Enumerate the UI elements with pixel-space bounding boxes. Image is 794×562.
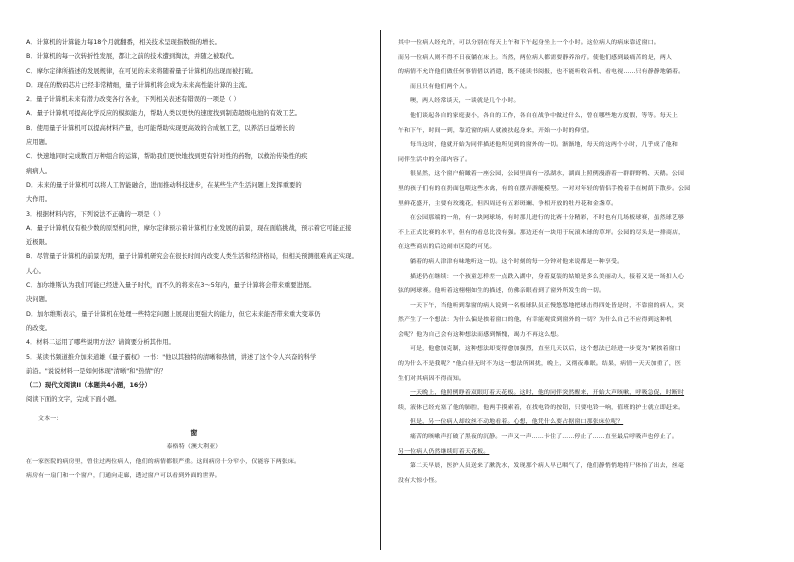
- text-line: 的病情不允许他们做任何事情借以消遣，既不能读书阅报，也不能听收音机、看电视……只有静静地躺着。: [398, 69, 685, 76]
- text-line: 没有大惊小怪。: [398, 477, 441, 484]
- text-line: 窗: [190, 428, 198, 438]
- text-line: B．使用量子计算机可以提高材料产量，也可能帮助实现更高效的合成氨工艺，以养活日益增长的: [26, 124, 295, 132]
- text-line: 在公园那端的一角，有一块网球场，有时那儿进行的比赛十分精彩，不时也有几场板球赛，虽然球艺够: [410, 215, 685, 222]
- text-line: C．摩尔定律所描述的发展规律，在可见的未来将随着量子计算机的出现而被打破。: [26, 67, 258, 75]
- text-line: 噢，两人经常谈天，一谈就是几个小时。: [410, 98, 520, 105]
- text-line: 在这些商店的后边闹市区隐约可见。: [398, 244, 496, 251]
- text-line: 的改变。: [26, 324, 52, 332]
- text-line: 另一位病人仍然继续盯着天花板。: [398, 448, 490, 455]
- text-line: C．快速地同时完成数百万种组合的运算，帮助我们更快地找到更有针对性的药物，以救治传染性的疾: [26, 153, 308, 161]
- text-line: 弦的网球赛。他听着这栩栩如生的描述，仿佛亲眼看到了窗外所发生的一切。: [398, 288, 606, 295]
- text-line: 阅读下面的文字，完成下面小题。: [26, 396, 121, 404]
- text-line: 5．某读书频道推介加来道雄《量子霸权》一书："他以其独特的清晰和热情，讲述了这个令人兴奋的科学: [26, 353, 317, 361]
- text-line: 可是，他愈加克制，这种想法却变得愈加强烈，直至几天以后，这个想法已经进一步变为"紧挨着窗口: [410, 346, 681, 353]
- text-line: 躺着的病人津津有味地听这一切。这个时刻的每一分钟对他来说都是一种享受。: [410, 258, 624, 265]
- text-line: 其中一位病人经允许，可以分别在每天上午和下午起身坐上一个小时。这位病人的病床靠近窗口。: [398, 40, 660, 46]
- text-line: 近极限。: [26, 239, 52, 247]
- text-line: 一天晚上，他照例睁着双眼盯着天花板。这时，他的同伴突然醒来，开始大声咳嗽，呼吸急促，时断时: [410, 390, 685, 397]
- text-line: 一天下午，当他听到靠窗的病人说到一名板球队员正慢悠悠地把球击得四处皆是时，不靠窗的病人，突: [410, 302, 685, 309]
- text-line: 人心。: [26, 267, 45, 275]
- text-line: 泰格特（澳大利亚）: [166, 444, 222, 451]
- text-line: 然产生了一个想法：为什么偏是挨着窗口的他，有幸能观赏到窗外的一切？为什么自己不应得到这种机: [398, 317, 673, 324]
- text-line: D．加尔维斯表示，量子计算机在处理一些特定问题上展现出更强大的能力，但它未来能否带来重大变革仍: [26, 310, 321, 318]
- text-line: 生们对其病因不得而知。: [398, 375, 465, 382]
- text-line: 2．量子计算机未来有潜力改变各行各业，下列相关表述有错误的一项是（ ）: [26, 96, 240, 104]
- text-line: 大作用。: [26, 196, 52, 204]
- text-line: 同伴生活中的全部内容了。: [398, 156, 472, 163]
- text-line: 描述仍在继续：一个孩童怎样差一点跌入湖中，身着夏装的姑娘是多么美丽动人，接着又是一场扣人心: [410, 273, 685, 280]
- text-line: 里的孩子们有的在扔面包喂这些水禽，有的在摆弄游艇模型。一对对年轻的情侣手挽着手在树荫下散步。公园: [398, 185, 691, 192]
- text-line: 4．材料二运用了哪些说明方法？请简要分析其作用。: [26, 339, 175, 347]
- text-line: 痛苦的咳嗽声打破了黑夜的沉静。一声又一声……卡住了……停止了……直至最后呼吸声也停止了。: [410, 434, 678, 441]
- text-line: 文本一：: [38, 415, 63, 422]
- text-line: A．量子计算机可提高化学反应的模拟能力，帮助人类以更快的速度找到制造超级电池的有效工艺。: [26, 110, 302, 118]
- text-line: D．现在的数码芯片已经非常精细，量子计算机将会成为未来高性能计算的主流。: [26, 81, 252, 89]
- text-line: 而另一位病人则不得不日夜躺在床上。当然，两位病人都需要静养治疗。使他们感到最痛苦的是，两人: [398, 54, 673, 61]
- text-line: D．未来的量子计算机可以将人工智能融合，进而推动科技进步，在某些生产生活问题上发挥重要的: [26, 181, 302, 189]
- text-line: 决问题。: [26, 296, 52, 304]
- text-line: A．量子计算机仅有极少数的原型机问世，摩尔定律预示着计算机行业发展的前景，现在面临挑战，预示着它可能正接: [26, 224, 352, 232]
- text-line: 第二天早晨，医护人员送来了漱洗水，发现那个病人早已咽气了，他们静悄悄地将尸体抬了出去，丝毫: [410, 463, 685, 470]
- left-column: [26, 36, 362, 483]
- text-line: 的为什么不是我呢？"他白昼无时不为这一想法所困扰，晚上，又彻夜难眠。结果，病情一天天加重了，医: [398, 361, 682, 368]
- text-line: 3．根据材料内容，下列说法不正确的一项是（ ）: [26, 210, 165, 218]
- right-column: [398, 36, 768, 488]
- text-line: 续，液体已经充塞了他的肺腔，他两手摸索着，在找电铃的按钮，只要电铃一响，值班的护士就立即赶来。: [398, 404, 685, 411]
- text-line: 不上正式比赛的水平，但有的看总比没有强。那边还有一块用于玩滚木球的草坪。公园的尽头是一排商店，: [398, 229, 685, 236]
- text-line: 病病人。: [26, 167, 52, 175]
- text-line: 里鲜花盛开，主要有玫瑰花，但四周还有五彩斑斓、争相开放的牡丹花和金盏草。: [398, 200, 618, 207]
- text-line: 前沿。"说说材料一是如何体现"清晰"和"热情"的？: [26, 367, 167, 375]
- text-line: 病房有一扇门和一个窗户，门通向走廊，透过窗户可以看到外面的世界。: [26, 472, 221, 479]
- text-line: 应用题。: [26, 139, 52, 147]
- text-line: B．尽管量子计算机的前景光明，量子计算机研究会在很长时间内改变人类生活和经济格局，但相关预测很难真正实现。: [26, 253, 358, 261]
- text-line: 午和下午，时间一到，靠近窗的病人就被扶起身来，开始一小时的仰望。: [398, 127, 593, 134]
- text-line: 而且只有他们两个人。: [410, 83, 471, 90]
- text-line: 会呢？他为自己会有这种想法而感到惭愧，竭力不再这么想。: [398, 331, 563, 338]
- text-line: （二）现代文阅读II（本题共4小题，16分）: [26, 382, 151, 390]
- column-divider: [380, 30, 381, 550]
- text-line: 在一家医院的病房里，曾住过两位病人，他们的病情都很严重。这间病房十分窄小，仅能容下两张床。: [26, 458, 301, 465]
- text-line: A．计算机的计算能力每18个月就翻番，相关技术呈现指数级的增长。: [26, 39, 221, 46]
- text-line: 他们谈起各自的家庭妻小，各自的工作，各自在战争中做过什么，曾在哪些地方度假，等等。每天上: [410, 112, 678, 119]
- text-line: 但是，另一位病人却纹丝不动地看着。心想，他凭什么要占据窗口那张床位呢？: [410, 419, 624, 426]
- text-line: 每当这时，他就开始为同伴描述他所见到的窗外的一切。渐渐地，每天的这两个小时，几乎成了他和: [410, 142, 678, 149]
- text-line: B．计算机的每一次转折性发展，都让之前的技术遭到淘汰，并随之被取代。: [26, 53, 239, 61]
- text-line: 很显然，这个窗户俯瞰着一座公园，公园里面有一泓湖水，湖面上照例漫游着一群群野鸭、天鹅。公园: [410, 171, 685, 178]
- text-line: C．加尔维斯认为我们可能已经进入量子时代，而不久的将来在3～5年内，量子计算将会带来重要进展。: [26, 282, 316, 290]
